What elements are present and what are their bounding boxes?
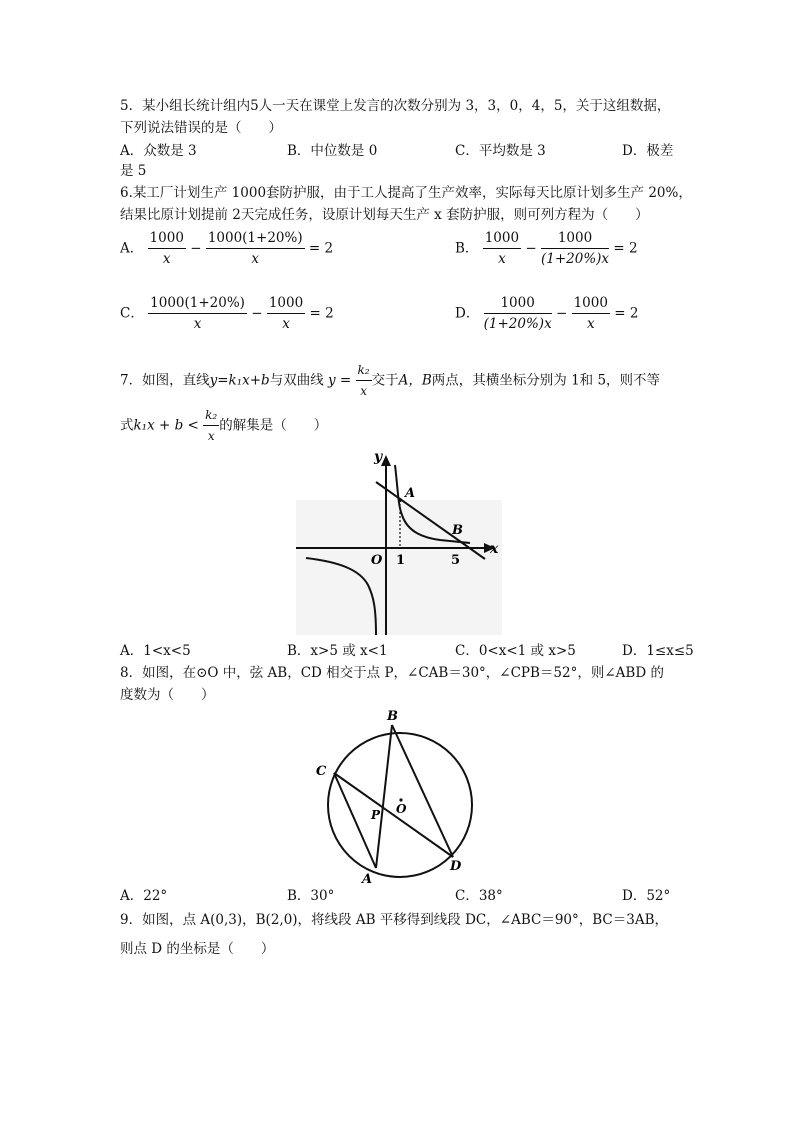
fraction — [541, 230, 609, 267]
numerator: 1000(1+20%) — [148, 295, 247, 314]
text: 与双曲线 — [269, 372, 324, 389]
label-c: C — [316, 764, 327, 779]
q5-option-b: B．中位数是 0 — [287, 143, 378, 159]
q8-option-a: A．22° — [120, 888, 168, 904]
fraction — [148, 230, 186, 267]
inequality-lhs: k₁x + b < — [133, 417, 199, 434]
point-b-label: B — [452, 523, 463, 538]
denominator: x — [193, 316, 202, 332]
denominator: (1+20%)x — [540, 251, 610, 267]
x-axis-label: x — [490, 541, 499, 557]
points-ab: A，B — [398, 372, 432, 389]
q5-option-c: C．平均数是 3 — [455, 143, 546, 159]
numerator: 1000(1+20%) — [206, 230, 305, 249]
label-o: O — [396, 802, 407, 816]
numerator: 1000 — [572, 295, 610, 314]
minus-sign: − — [190, 240, 202, 257]
q8-option-c: C．38° — [455, 888, 503, 904]
q8-stem-line1: 8．如图，在⊙O 中，弦 AB，CD 相交于点 P，∠CAB＝30°，∠CPB＝52°，则∠ABD 的 — [120, 665, 664, 681]
fraction — [148, 295, 247, 332]
q8-stem-line2: 度数为（ ） — [120, 687, 215, 703]
label-p: P — [371, 808, 381, 822]
fraction — [572, 295, 610, 332]
q6-option-b — [455, 230, 638, 267]
text: 交于 — [371, 372, 399, 389]
point-a-label: A — [405, 486, 416, 501]
label-a: A — [362, 872, 373, 887]
fraction — [484, 295, 552, 332]
denominator: x — [162, 251, 171, 267]
fraction — [356, 362, 372, 399]
denominator: x — [251, 251, 260, 267]
segment-bd — [392, 725, 453, 857]
minus-sign: − — [251, 305, 263, 322]
minus-sign: − — [525, 240, 537, 257]
hyperbola-lhs: y = — [328, 372, 352, 389]
q6-stem-line1: 6.某工厂计划生产 1000套防护服，由于工人提高了生产效率，实际每天比原计划多生产 20%， — [120, 185, 692, 201]
q5-option-a: A．众数是 3 — [120, 143, 197, 159]
numerator: 1000 — [148, 230, 186, 249]
numerator: 1000 — [267, 295, 305, 314]
fraction — [206, 230, 305, 267]
q6-stem-line2: 结果比原计划提前 2天完成任务，设原计划每天生产 x 套防护服，则可列方程为（ ） — [120, 207, 649, 223]
numerator: 1000 — [483, 230, 521, 249]
equals-two: = 2 — [614, 305, 639, 322]
q5-option-d-cont: 是 5 — [120, 163, 147, 179]
q9-stem-line2: 则点 D 的坐标是（ ） — [120, 941, 275, 957]
equals-two: = 2 — [613, 240, 638, 257]
q6-label-c: C． — [120, 305, 144, 322]
text: 7．如图，直线 — [120, 372, 210, 389]
numerator: k₂ — [356, 362, 372, 381]
origin-label: O — [371, 553, 383, 568]
denominator: x — [282, 316, 290, 332]
denominator: (1+20%)x — [483, 316, 552, 332]
chord-ab — [376, 725, 392, 868]
q6-option-c — [120, 295, 334, 332]
q7-option-a: A．1<x<5 — [120, 643, 191, 659]
q7-option-c: C．0<x<1 或 x>5 — [455, 643, 576, 659]
q7-stem-line2 — [120, 407, 327, 444]
q6-label-b: B． — [455, 240, 479, 257]
numerator: k₂ — [203, 407, 219, 426]
denominator: x — [586, 316, 595, 332]
q8-option-d: D．52° — [622, 888, 671, 904]
tick-1-label: 1 — [396, 553, 406, 568]
q8-option-b: B．30° — [287, 888, 335, 904]
q7-option-b: B．x>5 或 x<1 — [287, 643, 388, 659]
y-axis-label: y — [374, 449, 383, 465]
text: 的解集是（ ） — [219, 417, 328, 434]
q9-stem-line1: 9．如图，点 A(0,3)，B(2,0)，将线段 AB 平移得到线段 DC，∠ABC＝90°，BC＝3AB， — [120, 912, 669, 928]
label-d: D — [450, 859, 462, 874]
q6-label-a: A． — [120, 240, 144, 257]
denominator: x — [360, 384, 367, 398]
q7-stem-line1 — [120, 362, 660, 399]
q5-stem-line1: 5．某小组长统计组内5人一天在课堂上发言的次数分别为 3，3，0，4，5，关于这组数据， — [120, 98, 671, 114]
denominator: x — [498, 251, 506, 267]
q7-option-d: D．1≤x≤5 — [622, 643, 694, 659]
y-axis-arrow — [381, 455, 391, 466]
equals-two: = 2 — [308, 240, 334, 257]
line-equation: y=k₁x+b — [209, 372, 270, 389]
q8-circle-figure — [310, 705, 490, 890]
q6-option-d — [455, 295, 638, 332]
q6-label-d: D． — [455, 305, 480, 322]
fraction — [483, 230, 521, 267]
minus-sign: − — [555, 305, 568, 322]
fraction — [203, 407, 219, 444]
numerator: 1000 — [484, 295, 552, 314]
q5-option-d: D．极差 — [622, 143, 674, 159]
equals-two: = 2 — [309, 305, 334, 322]
numerator: 1000 — [541, 230, 609, 249]
q7-function-graph — [290, 445, 510, 640]
fraction — [267, 295, 305, 332]
text: 两点，其横坐标分别为 1和 5，则不等 — [431, 372, 661, 389]
tick-5-label: 5 — [451, 553, 461, 568]
text: 式 — [120, 417, 134, 434]
label-b: B — [387, 709, 398, 724]
q5-stem-line2: 下列说法错误的是（ ） — [120, 120, 282, 136]
denominator: x — [207, 429, 215, 443]
q6-option-a — [120, 230, 333, 267]
point-a-dot — [398, 498, 402, 502]
